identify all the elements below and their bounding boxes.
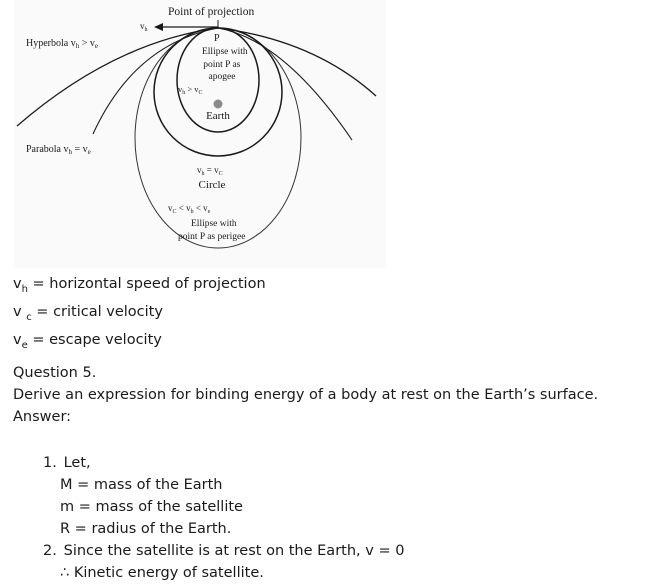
label-apogee-condition: $v_h > v_C$ <box>178 84 203 96</box>
step-2-line-1: ∴ Kinetic energy of satellite. <box>60 565 264 581</box>
label-parabola: Parabola $v_h = v_e$ <box>26 144 91 156</box>
orbit-diagram <box>14 0 386 268</box>
label-ellipse-apogee: Ellipse with point P as apogee <box>201 47 248 82</box>
definition-vc: v $_c$ = critical velocity <box>13 303 163 323</box>
definition-ve: $v_e$ = escape velocity <box>13 331 162 351</box>
definition-vh: $v_h$ = horizontal speed of projection <box>13 276 266 295</box>
label-hyperbola: Hyperbola $v_h > v_e$ <box>26 38 98 50</box>
question-text: Derive an expression for binding energy of a body at rest on the Earth’s surface. <box>13 387 599 403</box>
parabola-curve <box>93 28 352 140</box>
label-earth: Earth <box>206 110 230 122</box>
label-circle: Circle <box>198 179 226 191</box>
step-1-line-2: m = mass of the satellite <box>60 499 243 515</box>
step-2: 2. Since the satellite is at rest on the Earth, v = 0 <box>43 543 405 559</box>
step-1-line-1: M = mass of the Earth <box>60 477 223 493</box>
label-point-of-projection: Point of projection <box>168 6 255 18</box>
label-circle-condition: $v_h = v_C$ <box>197 165 223 177</box>
answer-label: Answer: <box>13 409 72 425</box>
label-p: P <box>214 33 220 44</box>
question-heading: Question 5. <box>13 365 97 381</box>
step-1-line-3: R = radius of the Earth. <box>60 521 232 537</box>
answer-steps <box>43 452 404 584</box>
earth-dot <box>214 100 223 109</box>
label-perigee-condition: $v_C < v_h < v_e$ <box>168 203 211 215</box>
label-vh: $v_h$ <box>140 21 148 33</box>
definitions <box>13 273 266 357</box>
step-1: 1. Let, <box>43 455 91 471</box>
label-ellipse-perigee: Ellipse with point P as perigee <box>178 219 246 242</box>
